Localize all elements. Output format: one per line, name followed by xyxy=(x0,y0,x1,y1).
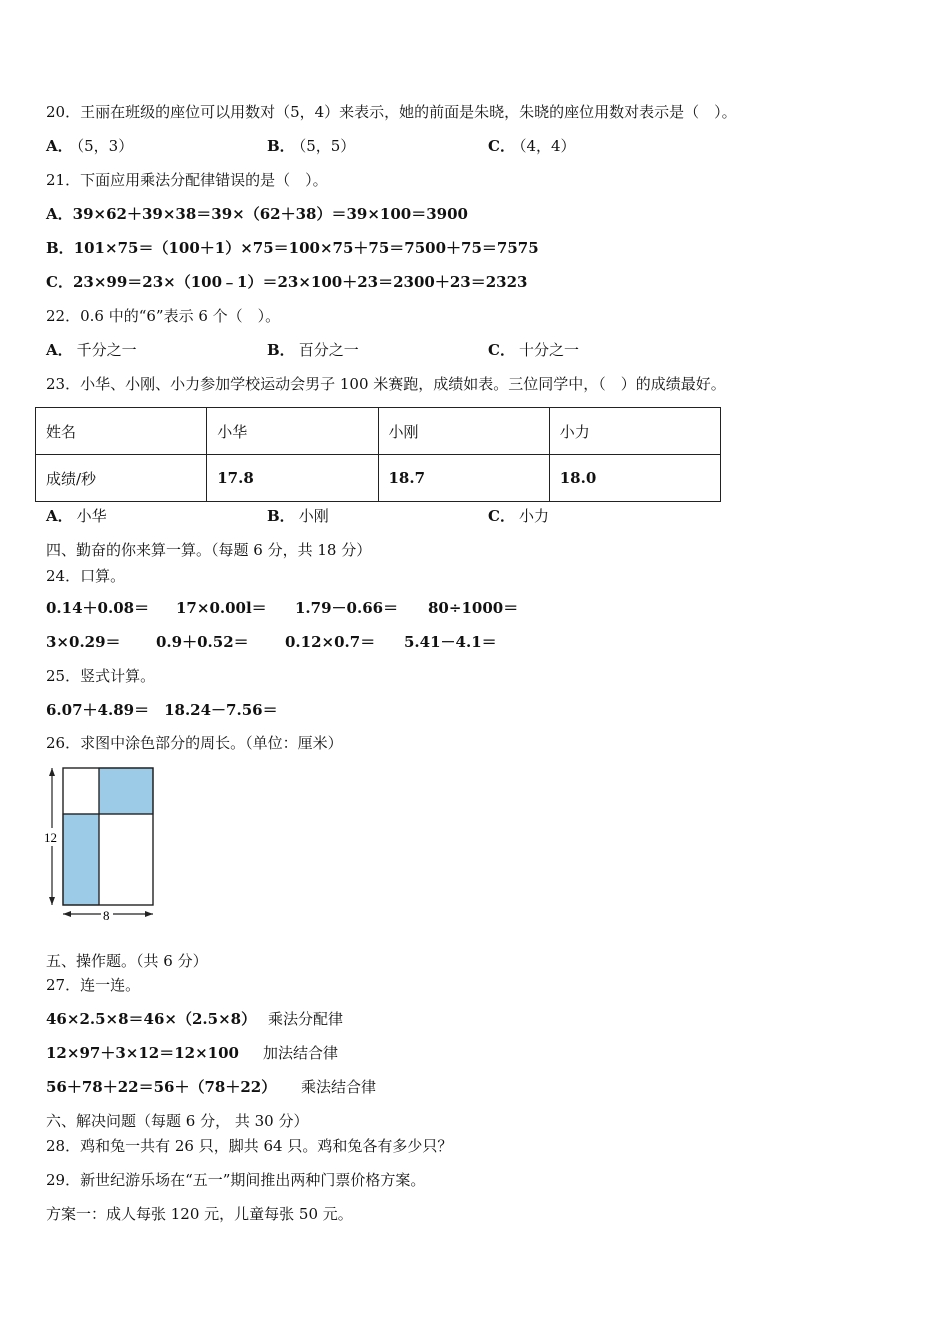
section-5-heading: 五、操作题。（共 6 分） xyxy=(46,952,208,970)
shaded-rectangle xyxy=(63,814,99,905)
table-cell: 18.7 xyxy=(378,455,549,502)
q23-stem: 23．小华、小刚、小力参加学校运动会男子 100 米赛跑，成绩如表。三位同学中，（ ）的成绩最好。 xyxy=(46,375,726,393)
section-4-heading: 四、勤奋的你来算一算。（每题 6 分，共 18 分） xyxy=(46,541,372,559)
q24-calc: 1.79－0.66＝ xyxy=(295,599,399,617)
q21-option-a: A．39×62＋39×38＝39×（62＋38）＝39×100＝3900 xyxy=(46,205,468,223)
q26-stem: 26．求图中涂色部分的周长。（单位：厘米） xyxy=(46,734,343,752)
q22-option-a: A． 千分之一 xyxy=(46,341,137,359)
q20-option-b: B． （5，5） xyxy=(267,137,356,155)
q27-law: 乘法分配律 xyxy=(268,1010,344,1028)
section-6-heading: 六、解决问题（每题 6 分， 共 30 分） xyxy=(46,1112,309,1130)
q27-expression: 46×2.5×8＝46×（2.5×8） xyxy=(46,1010,257,1028)
height-label: 12 xyxy=(44,830,57,845)
q24-calc: 5.41－4.1＝ xyxy=(404,633,497,651)
q25-expressions: 6.07＋4.89＝ 18.24－7.56＝ xyxy=(46,701,278,719)
q23-option-a: A． 小华 xyxy=(46,507,107,525)
table-cell: 成绩/秒 xyxy=(36,455,207,502)
score-table xyxy=(35,407,721,502)
width-label: 8 xyxy=(103,908,110,923)
q23-option-b: B． 小刚 xyxy=(267,507,329,525)
arrow-down-icon xyxy=(49,897,55,905)
q21-option-c: C．23×99＝23×（100﹣1）＝23×100＋23＝2300＋23＝2323 xyxy=(46,273,528,291)
q25-stem: 25．竖式计算。 xyxy=(46,667,156,685)
q27-law: 乘法结合律 xyxy=(301,1078,377,1096)
table-row xyxy=(36,455,721,502)
q28-stem: 28．鸡和兔一共有 26 只，脚共 64 只。鸡和兔各有多少只？ xyxy=(46,1137,453,1155)
table-cell: 17.8 xyxy=(207,455,378,502)
q22-stem: 22．0.6 中的“6”表示 6 个（ ）。 xyxy=(46,307,281,325)
q24-calc: 3×0.29＝ xyxy=(46,633,121,651)
q24-calc: 0.12×0.7＝ xyxy=(285,633,376,651)
table-cell: 18.0 xyxy=(549,455,720,502)
q20-option-c: C． （4，4） xyxy=(488,137,576,155)
q24-stem: 24．口算。 xyxy=(46,567,126,585)
q24-calc: 0.14＋0.08＝ xyxy=(46,599,150,617)
q27-expression: 56＋78＋22＝56＋（78＋22） xyxy=(46,1078,277,1096)
q23-option-c: C． 小力 xyxy=(488,507,549,525)
shaded-square xyxy=(99,768,153,814)
table-cell: 姓名 xyxy=(36,408,207,455)
q20-stem: 20．王丽在班级的座位可以用数对（5，4）来表示，她的前面是朱晓，朱晓的座位用数对表示是（ ）。 xyxy=(46,103,737,121)
q22-option-c: C． 十分之一 xyxy=(488,341,579,359)
q24-calc: 0.9＋0.52＝ xyxy=(156,633,249,651)
q21-stem: 21．下面应用乘法分配律错误的是（ ）。 xyxy=(46,171,328,189)
q22-option-b: B． 百分之一 xyxy=(267,341,359,359)
q27-stem: 27．连一连。 xyxy=(46,976,141,994)
q27-law: 加法结合律 xyxy=(263,1044,339,1062)
q20-option-a: A． （5，3） xyxy=(46,137,134,155)
arrow-left-icon xyxy=(63,911,71,917)
arrow-right-icon xyxy=(145,911,153,917)
q26-figure xyxy=(40,762,170,927)
table-cell: 小刚 xyxy=(378,408,549,455)
table-row xyxy=(36,408,721,455)
q24-calc: 80÷1000＝ xyxy=(428,599,519,617)
q29-plan-one: 方案一：成人每张 120 元，儿童每张 50 元。 xyxy=(46,1205,353,1223)
arrow-up-icon xyxy=(49,768,55,776)
table-cell: 小华 xyxy=(207,408,378,455)
q24-calc: 17×0.00l＝ xyxy=(176,599,267,617)
table-cell: 小力 xyxy=(549,408,720,455)
q27-expression: 12×97＋3×12＝12×100 xyxy=(46,1044,239,1062)
q21-option-b: B．101×75＝（100＋1）×75＝100×75＋75＝7500＋75＝7575 xyxy=(46,239,539,257)
q29-stem: 29．新世纪游乐场在“五一”期间推出两种门票价格方案。 xyxy=(46,1171,426,1189)
